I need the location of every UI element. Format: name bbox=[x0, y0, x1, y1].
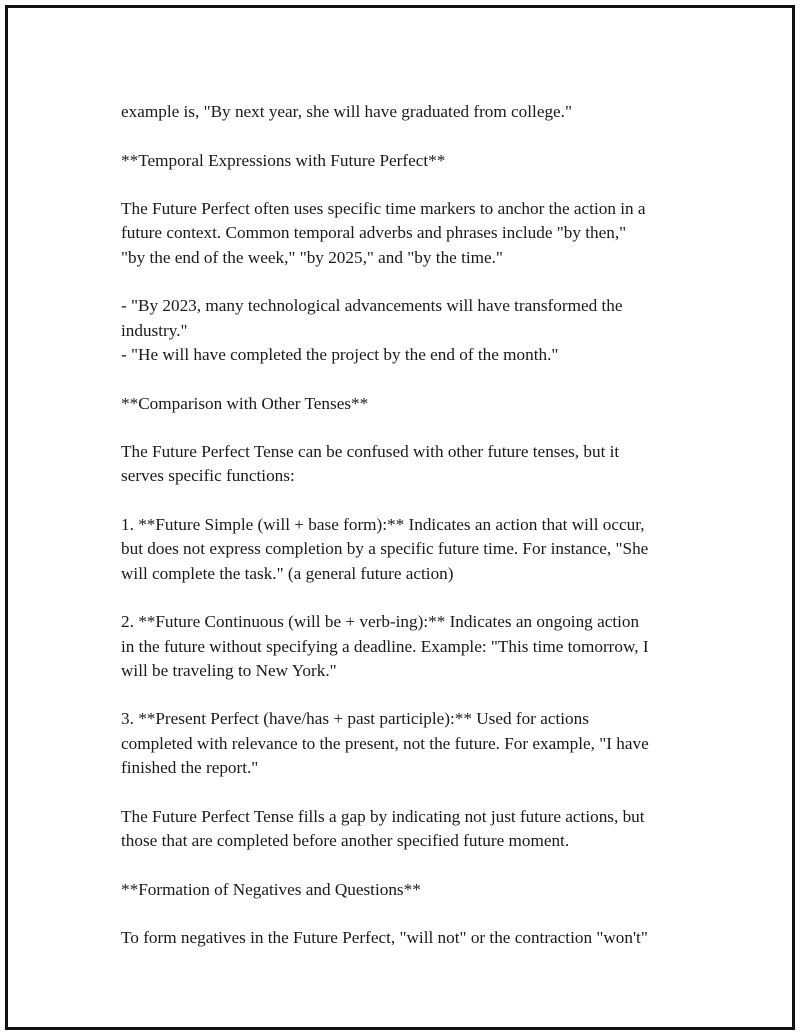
list-item-present-perfect: 3. **Present Perfect (have/has + past participle):** Used for actions completed with relevance to the present, not the future. For example, "I have finished the report." bbox=[121, 709, 649, 778]
heading-comparison: **Comparison with Other Tenses** bbox=[121, 393, 369, 413]
heading-temporal-expressions: **Temporal Expressions with Future Perfect** bbox=[121, 150, 446, 170]
heading-negatives-questions: **Formation of Negatives and Questions** bbox=[121, 879, 421, 899]
paragraph-negatives: To form negatives in the Future Perfect, "will not" or the contraction "won't" bbox=[121, 928, 648, 948]
list-item-future-continuous: 2. **Future Continuous (will be + verb-ing):** Indicates an ongoing action in the future without specifying a deadline. Example: "This time tomorrow, I will be traveling to New York." bbox=[121, 612, 649, 680]
paragraph-summary: The Future Perfect Tense fills a gap by indicating not just future actions, but those that are completed before another specified future moment. bbox=[121, 806, 645, 850]
document-body bbox=[121, 100, 701, 975]
list-item-future-simple: 1. **Future Simple (will + base form):** Indicates an action that will occur, but does not express completion by a specific future time. For instance, "She will complete the task." (a general future action) bbox=[121, 515, 649, 583]
example-list: - "By 2023, many technological advancements will have transformed the industry." - "He will have completed the project by the end of the month." bbox=[121, 296, 623, 364]
page-frame bbox=[5, 5, 795, 1030]
paragraph-temporal-markers: The Future Perfect often uses specific time markers to anchor the action in a future context. Common temporal adverbs and phrases include "by then," "by the end of the week," "by 2025," and "by the time." bbox=[121, 199, 646, 267]
paragraph-intro-example: example is, "By next year, she will have graduated from college." bbox=[121, 102, 572, 121]
paragraph-comparison-intro: The Future Perfect Tense can be confused with other future tenses, but it serves specific functions: bbox=[121, 442, 620, 486]
